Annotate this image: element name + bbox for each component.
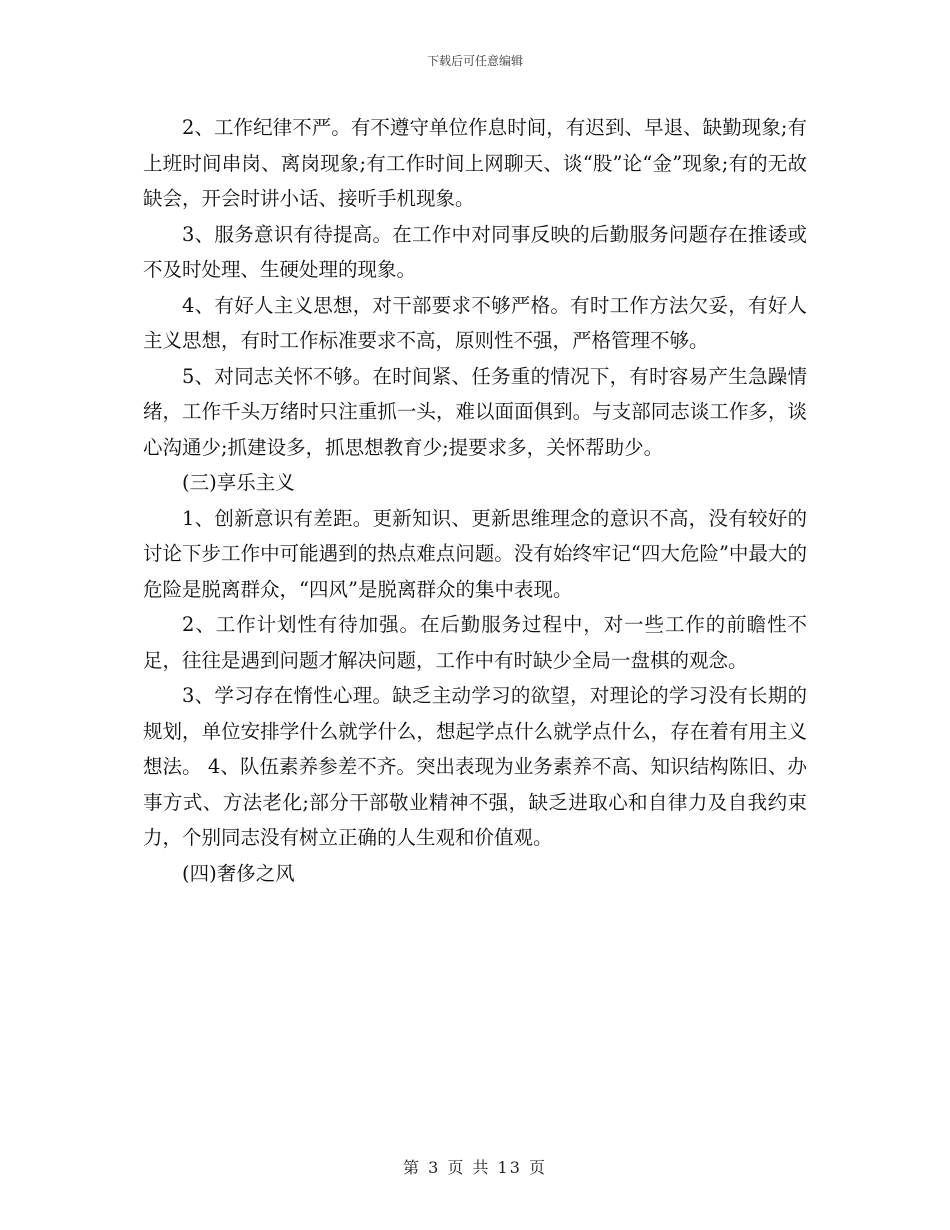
paragraph-innovation-awareness: 1、创新意识有差距。更新知识、更新思维理念的意识不高，没有较好的讨论下步工作中可能遇到的热点难点问题。没有始终牢记“四大危险”中最大的危险是脱离群众，“四风”是脱离群众的集中表现。 (143, 506, 807, 601)
page-header: 下载后可任意编辑 (426, 54, 523, 68)
page-number: 第 3 页 共 13 页 (403, 1158, 547, 1177)
paragraph-learning-inertia: 3、学习存在惰性心理。缺乏主动学习的欲望，对理论的学习没有长期的规划，单位安排学什么就学什么，想起学点什么就学点什么，存在着有用主义想法。 4、队伍素养参差不齐。突出表现为业务素养不高、知识结构陈旧、办事方式、方法老化;部分干部敬业精神不强，缺乏进取心和自律力及自我约束力，个别同志没有树立正确的人生观和价值观。 (143, 684, 807, 849)
document-body (143, 110, 807, 891)
paragraph-nice-guy-attitude: 4、有好人主义思想，对干部要求不够严格。有时工作方法欠妥，有好人主义思想，有时工作标准要求不高，原则性不强，严格管理不够。 (143, 293, 807, 352)
paragraph-care-for-comrades: 5、对同志关怀不够。在时间紧、任务重的情况下，有时容易产生急躁情绪，工作千头万绪时只注重抓一头，难以面面俱到。与支部同志谈工作多，谈心沟通少;抓建设多，抓思想教育少;提要求多，关怀帮助少。 (143, 364, 807, 459)
paragraph-work-discipline: 2、工作纪律不严。有不遵守单位作息时间，有迟到、早退、缺勤现象;有上班时间串岗、离岗现象;有工作时间上网聊天、谈“股”论“金”现象;有的无故缺会，开会时讲小话、接听手机现象。 (143, 116, 807, 210)
section-heading-extravagance: (四)奢侈之风 (182, 861, 295, 885)
paragraph-work-planning: 2、工作计划性有待加强。在后勤服务过程中，对一些工作的前瞻性不足，往往是遇到问题才解决问题，工作中有时缺少全局一盘棋的观念。 (143, 613, 807, 672)
paragraph-service-awareness: 3、服务意识有待提高。在工作中对同事反映的后勤服务问题存在推诿或不及时处理、生硬处理的现象。 (143, 222, 807, 281)
section-heading-hedonism: (三)享乐主义 (182, 471, 295, 494)
